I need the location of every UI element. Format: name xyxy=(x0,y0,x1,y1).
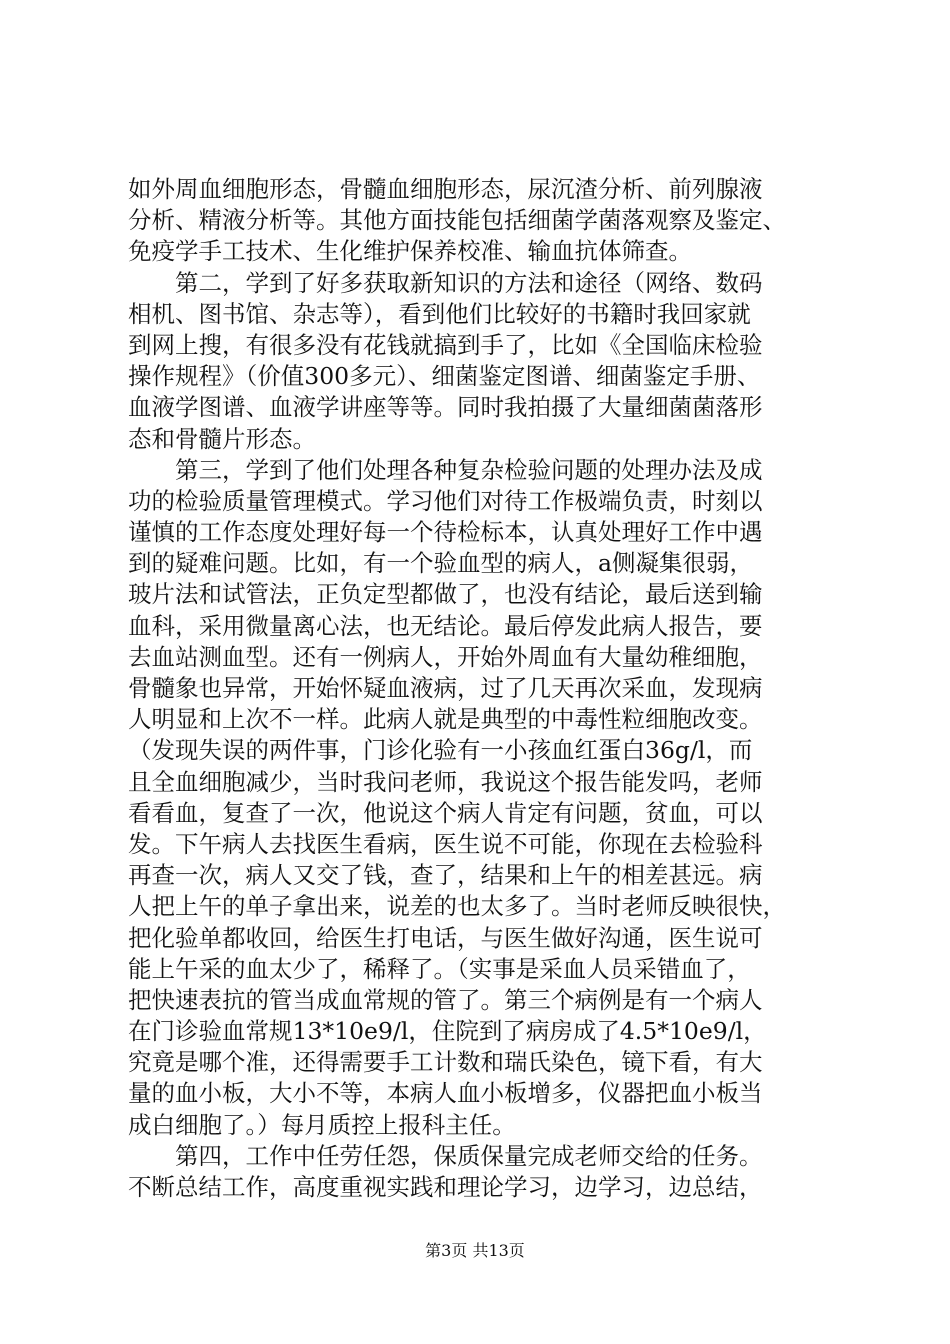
text-line: 发。下午病人去找医生看病，医生说不可能，你现在去检验科 xyxy=(128,829,763,858)
text-line: 血科，采用微量离心法，也无结论。最后停发此病人报告，要 xyxy=(128,611,763,640)
text-line: 去血站测血型。还有一例病人，开始外周血有大量幼稚细胞， xyxy=(128,642,763,671)
text-line: 再查一次，病人又交了钱，查了，结果和上午的相差甚远。病 xyxy=(128,861,763,890)
text-line: 把化验单都收回，给医生打电话，与医生做好沟通，医生说可 xyxy=(128,923,763,952)
text-line: 态和骨髓片形态。 xyxy=(128,424,316,453)
text-line: 第二，学到了好多获取新知识的方法和途径（网络、数码 xyxy=(128,268,763,297)
text-line: 玻片法和试管法，正负定型都做了，也没有结论，最后送到输 xyxy=(128,580,763,609)
text-line: 第三，学到了他们处理各种复杂检验问题的处理办法及成 xyxy=(128,455,763,484)
text-line: （发现失误的两件事，门诊化验有一小孩血红蛋白36g/l，而 xyxy=(128,736,753,765)
page-number-footer: 第3页 共13页 xyxy=(425,1241,525,1260)
text-line: 相机、图书馆、杂志等），看到他们比较好的书籍时我回家就 xyxy=(128,299,751,328)
text-line: 人把上午的单子拿出来，说差的也太多了。当时老师反映很快， xyxy=(128,892,786,921)
text-line: 成白细胞了。）每月质控上报科主任。 xyxy=(128,1110,516,1139)
text-line: 第四，工作中任劳任怨，保质保量完成老师交给的任务。 xyxy=(128,1141,763,1170)
text-line: 血液学图谱、血液学讲座等等。同时我拍摄了大量细菌菌落形 xyxy=(128,393,763,422)
text-line: 能上午采的血太少了，稀释了。（实事是采血人员采错血了， xyxy=(128,954,751,983)
text-line: 骨髓象也异常，开始怀疑血液病，过了几天再次采血，发现病 xyxy=(128,674,763,702)
text-line: 究竟是哪个准，还得需要手工计数和瑞氏染色，镜下看，有大 xyxy=(128,1048,763,1077)
text-line: 把快速表抗的管当成血常规的管了。第三个病例是有一个病人 xyxy=(128,985,763,1014)
text-line: 人明显和上次不一样。此病人就是典型的中毒性粒细胞改变。 xyxy=(128,705,763,734)
text-line: 看看血，复查了一次，他说这个病人肯定有问题，贫血，可以 xyxy=(128,798,763,827)
text-line: 且全血细胞减少，当时我问老师，我说这个报告能发吗，老师 xyxy=(128,767,763,796)
text-line: 免疫学手工技术、生化维护保养校准、输血抗体筛查。 xyxy=(128,237,692,266)
text-line: 到的疑难问题。比如，有一个验血型的病人，a侧凝集很弱， xyxy=(128,549,754,578)
text-line: 谨慎的工作态度处理好每一个待检标本，认真处理好工作中遇 xyxy=(128,518,763,547)
text-line: 到网上搜，有很多没有花钱就搞到手了，比如《全国临床检验 xyxy=(128,330,763,359)
body-text xyxy=(128,174,840,1203)
text-line: 量的血小板，大小不等，本病人血小板增多，仪器把血小板当 xyxy=(128,1079,763,1108)
text-line: 在门诊验血常规13*10e9/l，住院到了病房成了4.5*10e9/l， xyxy=(128,1017,767,1046)
text-line: 分析、精液分析等。其他方面技能包括细菌学菌落观察及鉴定、 xyxy=(128,206,786,235)
text-line: 功的检验质量管理模式。学习他们对待工作极端负责，时刻以 xyxy=(128,486,763,515)
text-line: 如外周血细胞形态，骨髓血细胞形态，尿沉渣分析、前列腺液 xyxy=(128,175,763,203)
text-line: 不断总结工作，高度重视实践和理论学习，边学习，边总结， xyxy=(128,1173,763,1201)
text-line: 操作规程》（价值300多元）、细菌鉴定图谱、细菌鉴定手册、 xyxy=(128,362,761,391)
